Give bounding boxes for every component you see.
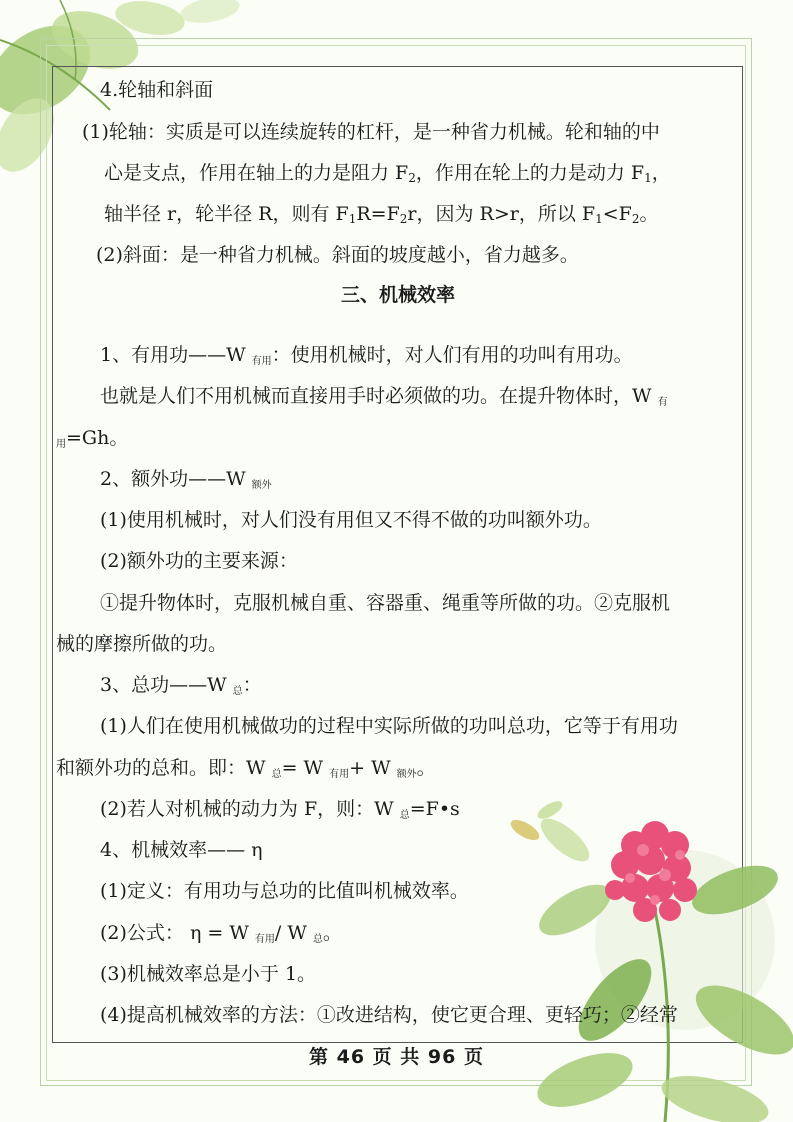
extra-work-sources-2: 械的摩擦所做的功。 — [56, 633, 228, 655]
subscript: 总 — [312, 934, 323, 945]
text: + W — [349, 757, 397, 779]
subscript: 额外 — [251, 480, 272, 491]
text: R=F — [356, 203, 400, 225]
text: 轴半径 r，轮半径 R，则有 F — [104, 203, 349, 225]
text: (2)公式： η = W — [100, 922, 255, 944]
flower-decoration-bottom-right — [505, 790, 793, 1122]
paragraph-wheel-axle-1: (1)轮轴：实质是可以连续旋转的杠杆，是一种省力机械。轮和轴的中 — [82, 121, 660, 143]
subscript: 2 — [631, 212, 640, 226]
extra-work-def: (1)使用机械时，对人们没有用但又不得不做的功叫额外功。 — [100, 509, 602, 531]
text: ， — [651, 162, 671, 184]
subscript: 有 — [657, 397, 668, 408]
subscript: 2 — [408, 171, 416, 185]
total-work-def-1: (1)人们在使用机械做功的过程中实际所做的功叫总功，它等于有用功 — [100, 715, 678, 737]
text: (2)若人对机械的动力为 F，则：W — [100, 798, 400, 820]
total-work-formula — [100, 797, 460, 828]
subscript: 1 — [644, 171, 652, 185]
text: ：使用机械时，对人们有用的功叫有用功。 — [271, 344, 633, 366]
efficiency-def: (1)定义：有用功与总功的比值叫机械效率。 — [100, 880, 469, 902]
subscript: 总 — [232, 686, 243, 697]
subscript: 有用 — [329, 769, 350, 780]
total-work-def-2 — [56, 756, 436, 787]
subscript: 2 — [399, 212, 408, 226]
text: =Gh。 — [66, 427, 129, 449]
text: 。 — [416, 757, 436, 779]
subscript: 有用 — [254, 934, 275, 945]
text: 也就是人们不用机械而直接用手时必须做的功。在提升物体时，W — [100, 385, 658, 407]
extra-work-sources-1: ①提升物体时，克服机械自重、容器重、绳重等所做的功。②克服机 — [100, 592, 671, 614]
useful-work-desc-2 — [56, 426, 128, 457]
efficiency-formula — [100, 921, 342, 952]
text: 3、总功——W — [100, 674, 233, 696]
subscript: 总 — [399, 810, 410, 821]
paragraph-incline: (2)斜面：是一种省力机械。斜面的坡度越小，省力越多。 — [96, 244, 579, 266]
section-heading-efficiency: 三、机械效率 — [340, 284, 455, 306]
section-4-title: 4.轮轴和斜面 — [100, 79, 214, 101]
extra-work-sources: (2)额外功的主要来源： — [100, 550, 298, 572]
text: 和额外功的总和。即：W — [56, 757, 272, 779]
text: ，作用在轮上的力是动力 F — [415, 162, 645, 184]
subscript: 总 — [271, 769, 282, 780]
subscript: 1 — [595, 212, 603, 226]
text: 心是支点，作用在轴上的力是阻力 F — [104, 162, 409, 184]
extra-work-title — [100, 467, 272, 498]
efficiency-improve: (4)提高机械效率的方法：①改进结构，使它更合理、更轻巧；②经常 — [100, 1004, 678, 1026]
text: = W — [281, 757, 330, 779]
total-work-title — [100, 673, 262, 704]
paragraph-wheel-axle-2 — [104, 161, 671, 190]
subscript: 有用 — [251, 356, 272, 367]
efficiency-title: 4、机械效率—— η — [100, 839, 263, 861]
subscript: 额外 — [396, 769, 417, 780]
useful-work-title — [100, 343, 633, 374]
text: <F — [602, 203, 632, 225]
text: ： — [242, 674, 262, 696]
subscript: 用 — [56, 439, 66, 450]
useful-work-desc-1 — [100, 384, 668, 415]
text: 。 — [639, 203, 659, 225]
paragraph-wheel-axle-3 — [104, 202, 658, 231]
page-number-footer: 第 46 页 共 96 页 — [309, 1046, 484, 1068]
efficiency-less-than-one: (3)机械效率总是小于 1。 — [100, 963, 317, 985]
subscript: 1 — [348, 212, 357, 226]
text: 。 — [322, 922, 342, 944]
text: 2、额外功——W — [100, 468, 252, 490]
text: r，因为 R>r，所以 F — [407, 203, 596, 225]
text: 1、有用功——W — [100, 344, 252, 366]
text: / W — [274, 922, 313, 944]
text: =F•s — [409, 798, 460, 820]
